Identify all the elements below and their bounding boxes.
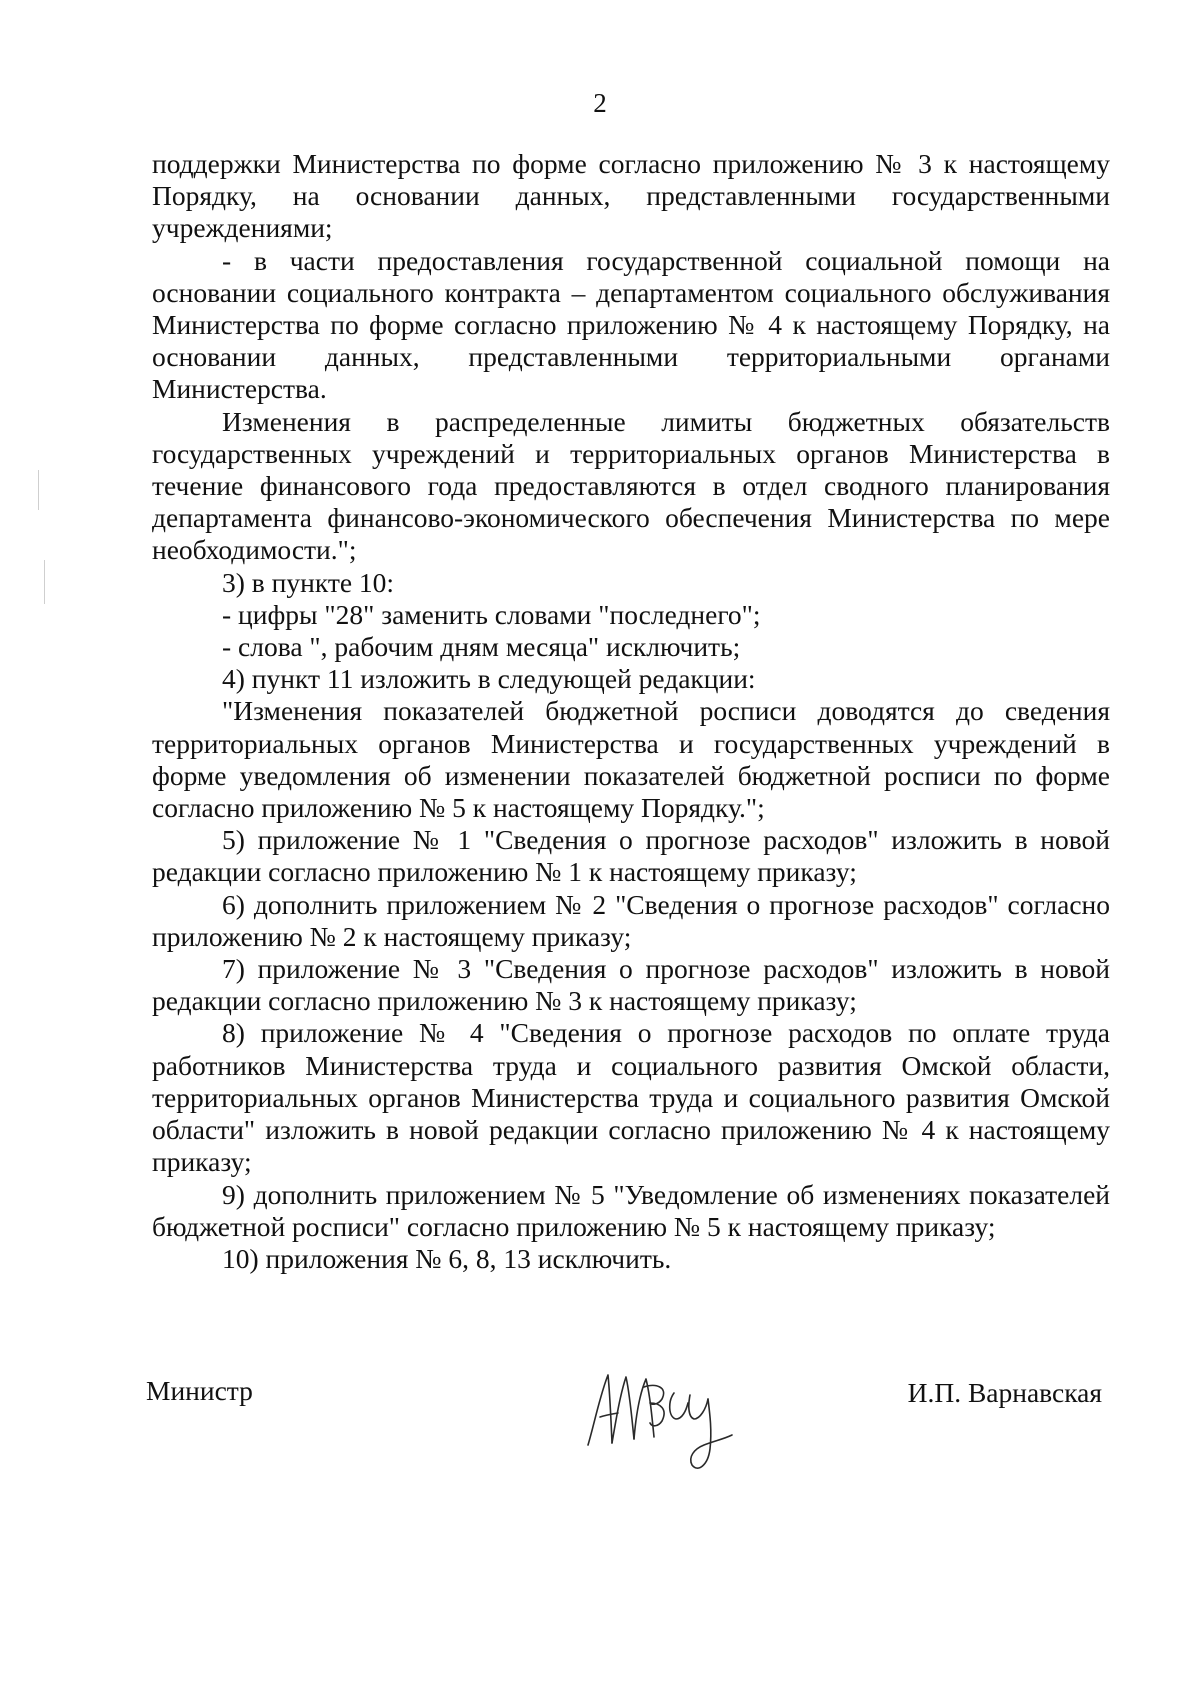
paragraph: 9) дополнить приложением № 5 "Уведомление об изменениях показателей бюджетной росписи" согласно приложению № 5 к настоящему приказу; [152,1178,1110,1242]
paragraph: - цифры "28" заменить словами "последнего"; [222,598,761,630]
paragraph: 8) приложение № 4 "Сведения о прогнозе расходов по оплате труда работников Министерства труда и социального развития Омской области, территориальных органов Министерства труда и социального развития Омской области" изложить в новой редакции согласно приложению № 4 к настоящему приказу; [152,1017,1110,1178]
scan-margin-mark [38,470,39,510]
page-number: 2 [593,88,607,118]
signatory-position: Министр [146,1375,253,1406]
paragraph: 6) дополнить приложением № 2 "Сведения о прогнозе расходов" согласно приложению № 2 к настоящему приказу; [152,888,1110,952]
paragraph: 4) пункт 11 изложить в следующей редакции: [222,663,756,695]
paragraph: - в части предоставления государственной социальной помощи на основании социального контракта – департаментом социального обслуживания Министерства по форме согласно приложению № 4 к настоящему Порядку, на основании данных, представленными территориальными органами Министерства. [152,244,1110,405]
signature-block [0,1365,1200,1475]
paragraph: 5) приложение № 1 "Сведения о прогнозе расходов" изложить в новой редакции согласно приложению № 1 к настоящему приказу; [152,824,1110,888]
handwritten-signature-icon [578,1365,758,1475]
paragraph: поддержки Министерства по форме согласно приложению № 3 к настоящему Порядку, на основании данных, представленными государственными учреждениями; [152,148,1110,244]
paragraph: Изменения в распределенные лимиты бюджетных обязательств государственных учреждений и территориальных органов Министерства в течение финансового года предоставляются в отдел сводного планирования департамента финансово-экономического обеспечения Министерства по мере необходимости."; [152,405,1110,566]
paragraph: 7) приложение № 3 "Сведения о прогнозе расходов" изложить в новой редакции согласно приложению № 3 к настоящему приказу; [152,953,1110,1017]
document-body [152,148,1110,1275]
paragraph: "Изменения показателей бюджетной росписи доводятся до сведения территориальных органов Министерства и государственных учреждений в форме уведомления об изменении показателей бюджетной росписи по форме согласно приложению № 5 к настоящему Порядку."; [152,695,1110,824]
paragraph: 10) приложения № 6, 8, 13 исключить. [222,1242,672,1274]
paragraph: - слова ", рабочим дням месяца" исключить; [222,631,741,663]
signatory-name: И.П. Варнавская [907,1377,1102,1408]
scan-margin-mark [44,560,45,604]
paragraph: 3) в пункте 10: [222,566,395,598]
